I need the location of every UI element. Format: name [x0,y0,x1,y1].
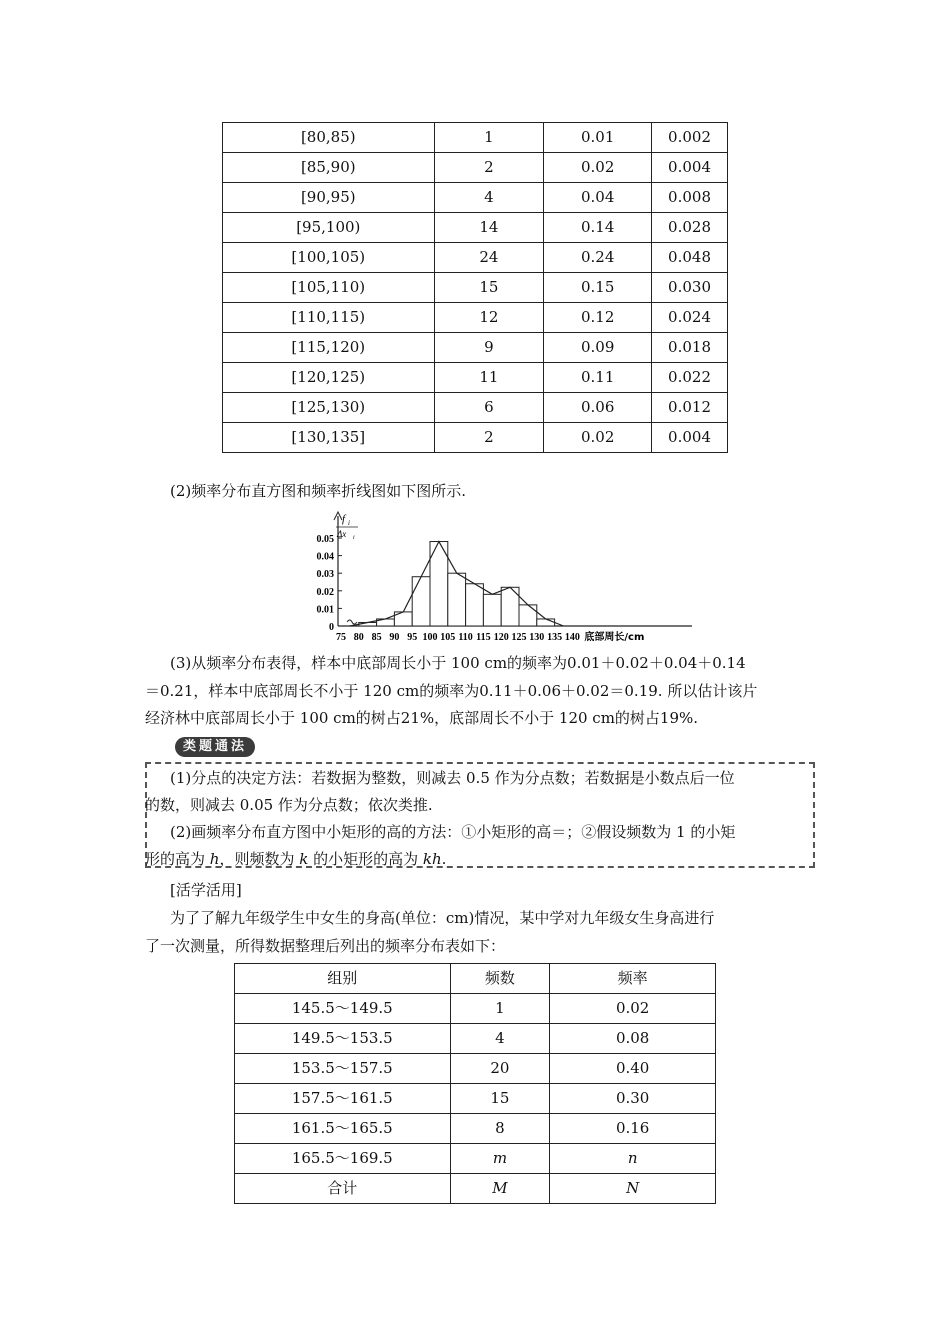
table-row [223,393,728,423]
x-tick-label: 85 [371,632,382,643]
x-tick-label: 75 [336,632,346,643]
y-label-denominator: Δx [337,529,347,539]
y-tick-label: 0.02 [316,586,334,598]
table1-body [223,123,728,453]
frequency-cell: 0.24 [544,243,652,273]
count-cell: 4 [434,183,544,213]
density-cell: 0.012 [652,393,728,423]
group-cell: [100,105) [223,243,435,273]
frequency-cell: 0.02 [544,153,652,183]
frequency-table-2 [234,963,716,1204]
count-cell: 2 [434,423,544,453]
table-row [235,1084,716,1114]
x-tick-label: 140 [564,632,580,643]
table-row [223,213,728,243]
density-cell: 0.030 [652,273,728,303]
group-cell: [125,130) [223,393,435,423]
table-total-row [235,1174,716,1204]
header-group: 组别 [235,964,451,994]
x-tick-label: 100 [422,632,438,643]
x-tick-label: 95 [407,632,418,643]
group-cell: [105,110) [223,273,435,303]
tip-line-4 [145,849,446,869]
tip-line-4-c: 的小矩形的高为 [308,850,423,868]
y-tick-label: 0.01 [316,604,334,616]
x-axis-label: 底部周长/cm [584,632,645,643]
frequency-cell: 0.02 [550,994,716,1024]
group-cell: 165.5～169.5 [235,1144,451,1174]
density-cell: 0.004 [652,423,728,453]
histogram-bar [537,619,555,626]
table-row [223,333,728,363]
frequency-cell: 0.12 [544,303,652,333]
count-cell: 2 [434,153,544,183]
problem-line-2: 了一次测量，所得数据整理后列出的频率分布表如下： [145,937,506,955]
x-tick-label: 110 [458,632,473,643]
density-cell: 0.008 [652,183,728,213]
tip-line-4-b: ，则频数为 [219,850,300,868]
tip-line-3: (2)画频率分布直方图中小矩形的高的方法：①小矩形的高＝；②假设频数为 1 的小矩 [170,823,736,841]
method-badge: 类题通法 [175,737,255,757]
total-frequency: N [550,1174,716,1204]
density-cell: 0.002 [652,123,728,153]
count-cell: 9 [434,333,544,363]
group-cell: [95,100) [223,213,435,243]
density-cell: 0.022 [652,363,728,393]
axis-break [347,620,357,624]
count-cell: 15 [450,1084,550,1114]
count-cell: 6 [434,393,544,423]
frequency-cell: n [550,1144,716,1174]
histogram-bar [483,594,501,626]
x-tick-label: 135 [547,632,563,643]
table-row [223,273,728,303]
count-cell: 15 [434,273,544,303]
count-cell: 1 [434,123,544,153]
total-count: M [450,1174,550,1204]
y-tick-label: 0.04 [316,551,334,563]
histogram-bar [466,584,484,626]
header-frequency: 频率 [550,964,716,994]
y-tick-label: 0.05 [316,534,334,545]
frequency-cell: 0.01 [544,123,652,153]
group-cell: [80,85) [223,123,435,153]
x-tick-label: 120 [493,632,509,643]
table-row [235,1144,716,1174]
tip-line-1: (1)分点的决定方法：若数据为整数，则减去 0.5 作为分点数；若数据是小数点后一位 [170,769,735,787]
y-label-numerator: f [342,513,346,525]
x-tick-label: 115 [476,632,491,643]
density-cell: 0.024 [652,303,728,333]
group-cell: [85,90) [223,153,435,183]
density-cell: 0.004 [652,153,728,183]
header-count: 频数 [450,964,550,994]
y-tick-label: 0.03 [316,569,334,581]
count-cell: 20 [450,1054,550,1084]
group-cell: [130,135] [223,423,435,453]
frequency-table-1 [222,122,728,453]
table-row [235,1054,716,1084]
y-label-denominator-sub: i [353,535,355,541]
x-tick-label: 90 [389,632,400,643]
x-tick-label: 130 [529,632,545,643]
group-cell: [90,95) [223,183,435,213]
y-tick-label: 0 [329,622,334,633]
frequency-cell: 0.30 [550,1084,716,1114]
table-row [223,363,728,393]
frequency-cell: 0.14 [544,213,652,243]
frequency-cell: 0.11 [544,363,652,393]
histogram-bar [412,577,430,626]
count-cell: 24 [434,243,544,273]
frequency-cell: 0.02 [544,423,652,453]
tip-var-kh: kh [422,850,442,868]
count-cell: 8 [450,1114,550,1144]
count-cell: 14 [434,213,544,243]
tip-line-4-d: . [441,850,447,868]
table-row [223,303,728,333]
group-cell: 145.5～149.5 [235,994,451,1024]
frequency-cell: 0.15 [544,273,652,303]
table-header-row [235,964,716,994]
count-cell: 11 [434,363,544,393]
tip-var-h: h [209,850,220,868]
x-tick-label: 80 [353,632,364,643]
table-row [235,994,716,1024]
count-cell: 12 [434,303,544,333]
density-cell: 0.018 [652,333,728,363]
table-row [223,243,728,273]
frequency-cell: 0.04 [544,183,652,213]
histogram-bar [519,605,537,626]
group-cell: 161.5～165.5 [235,1114,451,1144]
table-row [223,123,728,153]
tip-line-2: 的数，则减去 0.05 作为分点数；依次类推. [145,796,433,814]
table-row [223,183,728,213]
frequency-cell: 0.09 [544,333,652,363]
table2-body [235,964,716,1204]
table-row [235,1114,716,1144]
section2-text: (2)频率分布直方图和频率折线图如下图所示. [170,482,467,500]
density-cell: 0.048 [652,243,728,273]
group-cell: 149.5～153.5 [235,1024,451,1054]
section3-line-3: 经济林中底部周长小于 100 cm的树占21%，底部周长不小于 120 cm的树占19%. [145,709,699,727]
count-cell: 4 [450,1024,550,1054]
frequency-cell: 0.06 [544,393,652,423]
group-cell: [110,115) [223,303,435,333]
histogram-chart [300,508,700,643]
histogram-bar [448,573,466,626]
group-cell: [120,125) [223,363,435,393]
tip-line-4-a: 形的高为 [145,850,210,868]
x-tick-label: 125 [511,632,527,643]
frequency-cell: 0.08 [550,1024,716,1054]
section3-line-1: (3)从频率分布表得，样本中底部周长小于 100 cm的频率为0.01＋0.02＋0.04＋0.14 [170,654,746,672]
x-tick-label: 105 [440,632,456,643]
table-row [223,153,728,183]
total-label: 合计 [235,1174,451,1204]
frequency-cell: 0.40 [550,1054,716,1084]
frequency-cell: 0.16 [550,1114,716,1144]
practice-label: [活学活用] [170,881,242,899]
table-row [235,1024,716,1054]
table-row [223,423,728,453]
group-cell: 157.5～161.5 [235,1084,451,1114]
group-cell: 153.5～157.5 [235,1054,451,1084]
y-label-numerator-sub: i [348,519,350,527]
section3-line-2: ＝0.21，样本中底部周长不小于 120 cm的频率为0.11＋0.06＋0.02＝0.19. 所以估计该片 [145,682,758,700]
group-cell: [115,120) [223,333,435,363]
count-cell: m [450,1144,550,1174]
count-cell: 1 [450,994,550,1024]
density-cell: 0.028 [652,213,728,243]
problem-line-1: 为了了解九年级学生中女生的身高(单位：cm)情况，某中学对九年级女生身高进行 [170,909,715,927]
tip-var-k: k [299,850,309,868]
